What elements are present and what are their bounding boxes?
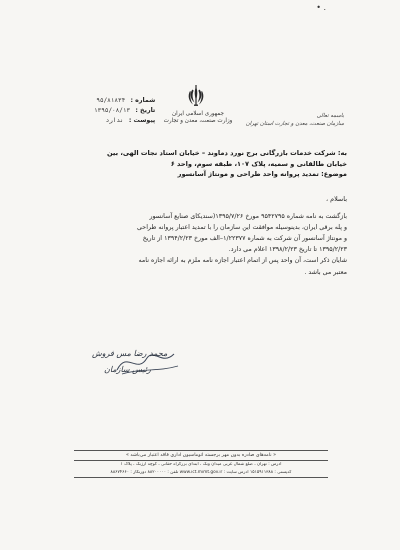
ministry-block <box>158 111 238 125</box>
ministry-name: وزارت صنعت، معدن و تجارت <box>163 118 233 124</box>
paragraph-line-5: شایان ذکر است، آن واحد پس از اتمام اعتبار اجازه نامه ملزم به ارائه اجازه نامه <box>138 257 347 265</box>
footer-rule-bottom <box>74 477 328 478</box>
invocation-text: باسمه تعالی <box>316 113 344 119</box>
subject-line: موضوع: تمدید پروانه واحد طراحی و مونتاژ آسانسور <box>177 170 347 178</box>
paragraph-line-3: و مونتاژ آسانسور آن شرکت به شماره ۱/۲۲۳۷۷–الف مورخ ۱۳۹۴/۲/۲۳ از تاریخ <box>142 234 347 242</box>
footer-notice: « نامه‌های صادره بدون مهر برجسته اتوماسیون اداری فاقد اعتبار می‌باشد » <box>125 453 277 458</box>
paragraph-line-1: بازگشت به نامه شماره ۹۵۴۲۷۹۵ مورخ ۱۳۹۵/۷/۲۶(سندیکای صنایع آسانسور <box>149 212 347 220</box>
footer-rule-mid <box>74 460 328 461</box>
organization-block <box>246 112 344 128</box>
iran-emblem-icon <box>186 84 206 108</box>
signature-scribble <box>112 340 182 380</box>
greeting: باسلام ، <box>326 194 347 203</box>
meta-date-label: تاریخ : <box>135 107 156 114</box>
meta-attachment-row <box>94 116 155 126</box>
footer-contact: کدپستی : ۱۵۱۵۹۱۱۳۸۸ آدرس سایت : www.ict.mimt.gov.ir تلفن : ۸۸۲۰۰۰۰۰ دورنگار : ۸۸۶۷۴۶۶۰ <box>110 470 292 475</box>
meta-number-row <box>94 96 155 106</box>
meta-number-value: ۹۵/۸۱۸۳۴ <box>96 97 126 104</box>
meta-date-row <box>94 106 155 116</box>
letter-body <box>62 148 347 278</box>
letter-paragraph <box>62 211 347 278</box>
footer-rule-top <box>74 450 328 451</box>
document-meta <box>94 96 155 126</box>
recipient-line-2: خیابان طالقانی و سمیه، پلاک ۱۰۷، طبقه سوم، واحد ۶ <box>170 159 347 168</box>
recipient-line-1: به: شرکت خدمات بازرگانی برج نورد دماوند – خیابان استاد نجات الهی، بین <box>106 149 347 157</box>
meta-date-value: ۱۳۹۵/۰۸/۱۳ <box>94 107 131 114</box>
paragraph-line-6: معتبر می باشد . <box>304 268 347 276</box>
paragraph-line-4: ۱۳۹۵/۲/۲۳ تا تاریخ ۱۳۹۸/۲/۲۳ اعلام می دارد. <box>228 246 347 254</box>
signatory-name: محمد رضا مس فروش <box>92 349 168 358</box>
footer-address: آدرس : تهران ، ضلع شمال غربی میدان ونک ، ابتدای بزرگراه حقانی ، کوچه ارژنگ ، پلاک ۱ <box>120 462 282 467</box>
signatory-title: رئیس سازمان <box>104 365 151 374</box>
meta-attachment-value: ندارد <box>105 117 124 124</box>
paragraph-line-2: و پله برقی ایران، بدینوسیله موافقت این سازمان را با تمدید اعتبار پروانه طراحی <box>137 223 347 231</box>
meta-attachment-label: پیوست : <box>128 117 156 124</box>
meta-number-label: شماره : <box>130 97 156 104</box>
ministry-country: جمهوری اسلامی ایران <box>172 111 224 117</box>
corner-mark: • . <box>316 3 326 12</box>
organization-name: سازمان صنعت، معدن و تجارت استان تهران <box>245 121 344 127</box>
